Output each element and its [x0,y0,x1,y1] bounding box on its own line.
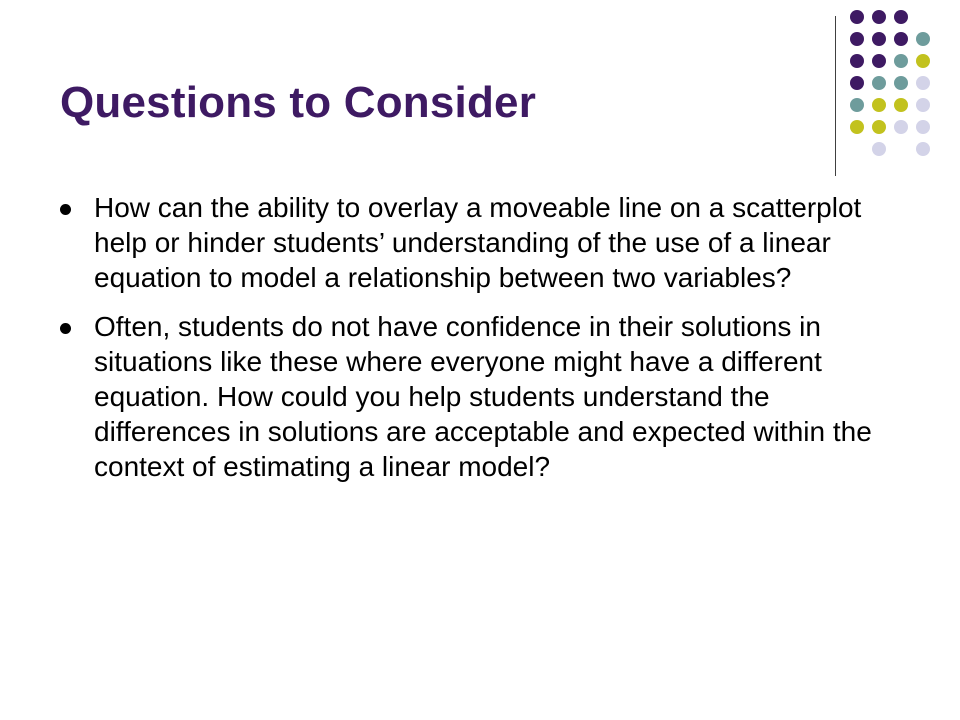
decorative-dot [894,76,908,90]
decorative-dot [872,76,886,90]
bullet-icon [60,204,71,215]
decorative-dot [850,76,864,90]
decorative-dot [872,10,886,24]
decorative-dot [850,54,864,68]
decorative-dot [894,54,908,68]
decorative-dot [850,32,864,46]
decorative-dot [872,142,886,156]
decorative-dot [894,98,908,112]
bullet-list [60,190,880,498]
decorative-dot [894,32,908,46]
decorative-dot [850,98,864,112]
bullet-text: How can the ability to overlay a moveable line on a scatterplot help or hinder students’ understanding of the use of a linear equation to model a relationship between two variables? [94,192,862,293]
decorative-dot [872,54,886,68]
decorative-dot-grid [850,10,930,160]
bullet-icon [60,323,71,334]
decorative-dot [894,120,908,134]
vertical-divider [835,16,836,176]
decorative-dot [916,98,930,112]
decorative-dot [850,120,864,134]
decorative-dot [916,76,930,90]
decorative-dot [916,54,930,68]
decorative-dot [872,32,886,46]
decorative-dot [916,142,930,156]
decorative-dot [916,32,930,46]
slide-title: Questions to Consider [60,78,537,127]
decorative-dot [894,10,908,24]
bullet-text: Often, students do not have confidence in their solutions in situations like these where everyone might have a different equation. How could you help students understand the differences in solutions are acceptable and expected within the context of estimating a linear model? [94,311,872,482]
decorative-dot [872,98,886,112]
decorative-dot [916,120,930,134]
bullet-item [60,190,880,295]
decorative-dot [872,120,886,134]
bullet-item [60,309,880,484]
decorative-dot [850,10,864,24]
